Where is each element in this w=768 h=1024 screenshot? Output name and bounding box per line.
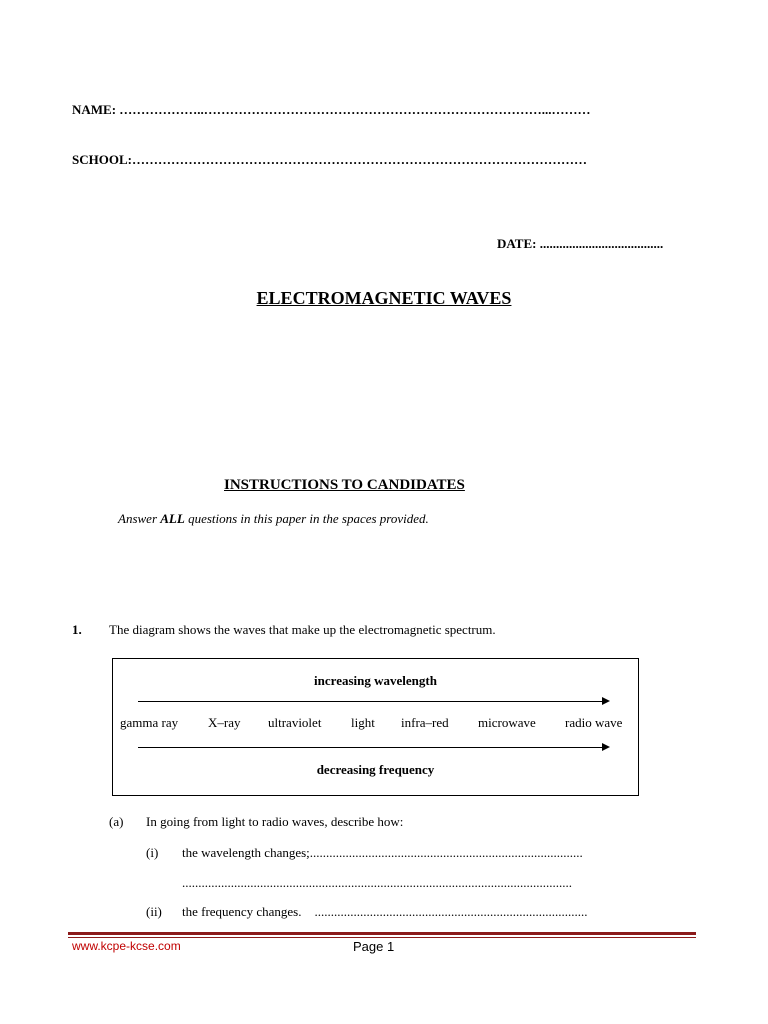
name-field [72,102,591,118]
school-dots: …………………………………………………………………………………………… [131,152,587,167]
wave-light: light [351,715,375,730]
wave-ultraviolet: ultraviolet [268,715,322,730]
wave-x-ray: X–ray [208,715,241,730]
part-i-answer-dots-2: ........................................................................................................................ [182,875,572,890]
wave-microwave: microwave [478,715,536,730]
instructions-text-before: Answer [118,511,161,526]
date-field [497,236,663,252]
date-dots: ...................................... [539,236,664,251]
name-label: NAME: [72,102,117,117]
wave-gamma-ray: gamma ray [120,715,179,730]
part-ii-label: (ii) [146,904,162,919]
frequency-arrow-head [602,743,610,751]
part-i-text: the wavelength changes; [182,845,310,860]
date-label: DATE: [497,236,537,251]
question-number: 1. [72,622,82,637]
diagram-top-label: increasing wavelength [314,673,437,688]
part-ii-line [182,904,587,920]
frequency-arrow-line [138,747,608,748]
footer-page-number: Page 1 [353,939,395,954]
part-i-label: (i) [146,845,159,860]
page-title: ELECTROMAGNETIC WAVES [256,288,512,308]
school-field [72,152,587,168]
part-i-answer-dots: .................................................................................... [309,845,583,860]
footer-website-link[interactable]: www.kcpe-kcse.com [72,939,181,953]
part-ii-text: the frequency changes. [182,904,302,919]
instructions-heading: INSTRUCTIONS TO CANDIDATES [224,477,465,493]
spectrum-diagram [112,658,639,796]
part-ii-answer-dots: .................................................................................... [314,904,588,919]
footer-rule-thin [68,937,696,938]
instructions-text [118,511,429,527]
name-dots: ………………..……………………………………………………………………...……… [119,102,591,117]
school-label: SCHOOL: [72,152,132,167]
instructions-text-bold: ALL [160,511,185,526]
wave-infra-red: infra–red [401,715,449,730]
part-i-line [182,845,583,861]
part-a-label: (a) [109,814,124,829]
instructions-text-after: questions in this paper in the spaces provided. [184,511,429,526]
wavelength-arrow-line [138,701,608,702]
part-a-text: In going from light to radio waves, describe how: [146,814,404,829]
wave-radio-wave: radio wave [565,715,623,730]
question-text: The diagram shows the waves that make up the electromagnetic spectrum. [109,622,496,637]
diagram-bottom-label: decreasing frequency [316,762,435,777]
footer-rule-thick [68,932,696,935]
wavelength-arrow-head [602,697,610,705]
